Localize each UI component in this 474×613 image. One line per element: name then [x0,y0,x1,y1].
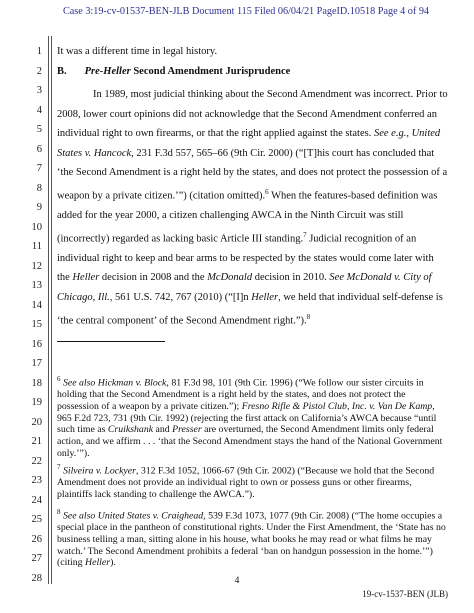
line-number: 19 [31,397,42,408]
section-heading-italic: Pre-Heller [84,65,131,77]
line-number: 7 [36,163,42,174]
page-number: 4 [234,576,240,586]
line-number: 5 [36,124,42,135]
case-id-footer: 19-cv-1537-BEN (JLB) [362,589,448,599]
line-number: 28 [31,572,42,584]
footnote-7: $^7$ Silveira v. Lockyer, 312 F.3d 1052, 1066-67 (9th Cir. 2002) (“Because we hold that the Second Amendment does not provide an individual right to own or possess guns or other firearms, plaintiffs lack standing to challenge the AWCA.”). [57,463,435,500]
line-number: 22 [31,455,42,467]
line-number: 27 [31,553,42,564]
line-number: 26 [31,533,42,545]
line-number: 20 [31,416,42,428]
body-paragraph: In 1989, most judicial thinking about the Second Amendment was incorrect. Prior to 2008, lower court opinions did not acknowledge that the Second Amendment conferred an individual right to own firearms, or that the right applied against the states. See e.g., United States v. Hancock, 231 F.3d 557, 565–66 (9th Cir. 2000) (“[T]his court has concluded that ‘the Second Amendment is a right held by the states, and does not protect the possession of a weapon by a private citizen.’”) (citation omitted).$^6$ When the features-based definition was added for the year 2000, a citizen challenging AWCA in the Ninth Circuit was still (incorrectly) regarded as lacking basic Article III standing.$^7$ Judicial recognition of an individual right to keep and bear arms to be respected by the states would come later with the Heller decision in 2008 and the McDonald decision in 2010. See McDonald v. City of Chicago, Ill., 561 U.S. 742, 767 (2010) (“[I]n Heller, we held that individual self-defense is ‘the central component’ of the Second Amendment right.”).$^8$ [57,89,448,327]
line-number: 15 [31,319,42,330]
line-number-rule-left [48,36,49,584]
line-number: 1 [36,46,42,57]
line-number: 9 [36,202,42,213]
section-heading-letter: B. [57,65,67,77]
line-number: 25 [31,514,42,525]
line-number: 24 [31,494,42,506]
line-number: 2 [36,65,42,77]
footnote-ref: 7 [303,230,307,239]
line-number: 14 [31,299,42,311]
ecf-header: Case 3:19-cv-01537-BEN-JLB Document 115 Filed 06/04/21 PageID.10518 Page 4 of 94 [62,6,430,17]
footnote-8: $^8$ See also United States v. Craighead, 539 F.3d 1073, 1077 (9th Cir. 2008) (“The home occupies a special place in the pantheon of constitutional rights. Under the First Amendment, the ‘State has no business telling a man, sitting alone in his house, what books he may read or what films he may watch.’ The Second Amendment prohibits a federal ‘ban on handgun possession in the home.’”) (citing Heller). [57,508,446,569]
line-number: 10 [31,221,42,233]
footnote-ref: 8 [306,312,311,321]
section-heading [57,66,290,77]
line-number: 12 [31,260,42,272]
opening-line: It was a different time in legal history. [57,46,218,57]
footnote-ref: 6 [265,187,269,196]
line-number: 18 [31,377,42,389]
line-number: 11 [31,241,42,252]
footnote-6: $^6$ See also Hickman v. Block, 81 F.3d 98, 101 (9th Cir. 1996) (“We follow our sister circuits in holding that the Second Amendment is a right held by the states, and does not protect the possession of a weapon by a private citizen.”); Fresno Rifle & Pistol Club, Inc. v. Van De Kamp, 965 F.2d 723, 731 (9th Cir. 1992) (rejecting the first attack on California’s AWCA because “until such time as Cruikshank and Presser are overturned, the Second Amendment limits only federal action, and we affirm . . . ‘that the Second Amendment stays the hand of the National Government only.’”). [57,375,443,460]
line-number: 8 [36,182,42,194]
line-number: 16 [31,338,42,350]
footnote-separator [57,341,165,342]
line-number: 17 [31,358,42,369]
line-number: 23 [31,475,42,486]
line-number: 13 [31,280,42,291]
line-number: 21 [31,436,42,447]
line-number-rule-right [51,36,52,584]
line-number: 3 [36,85,42,96]
section-heading-text: Second Amendment Jurisprudence [130,65,291,77]
line-number: 6 [36,143,42,155]
line-number: 4 [36,104,42,116]
